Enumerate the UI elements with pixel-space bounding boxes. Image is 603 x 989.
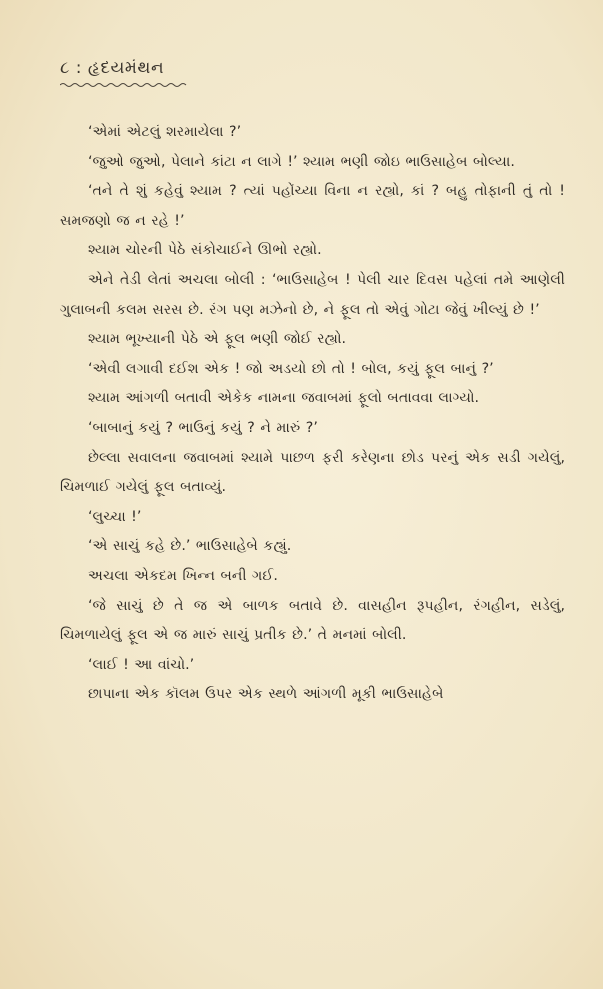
book-title: હૃદયમંથન — [87, 58, 165, 78]
paragraph-3: ‘તને તે શું કહેવું શ્યામ ? ત્યાં પહોંચ્યા વિના ન રહ્યો, કાં ? બહુ તોફાની તું તો ! સમજણો જ ન રહે !’ — [60, 183, 565, 229]
paragraph-5: એને તેડી લેતાં અચલા બોલી : ‘ભાઉસાહેબ ! પેલી ચાર દિવસ પહેલાં તમે આણેલી ગુલાબની કલમ સરસ છે. રંગ પણ મઝેનો છે, ને ફૂલ તો એવું ગોટા જેવું ખીલ્યું છે !’ — [60, 271, 565, 318]
paragraph-13: અચલા એકદમ ખિન્ન બની ગઈ. — [88, 567, 278, 584]
paragraph-1: ‘એમાં એટલું શરમાયેલા ?’ — [88, 124, 242, 140]
paragraph-10: છેલ્લા સવાલના જવાબમાં શ્યામે પાછળ ફરી કરેણના છોડ પરનું એક સડી ગયેલું, ચિમળાઈ ગયેલું ફૂલ બતાવ્યું. — [60, 449, 565, 496]
paragraph-14: ‘જે સાચું છે તે જ એ બાળક બતાવે છે. વાસહીન રૂપહીન, રંગહીન, સડેલું, ચિમળાયેલું ફૂલ એ જ મારું સાચું પ્રતીક છે.’ તે મનમાં બોલી. — [60, 597, 565, 644]
paragraph-6: શ્યામ ભૂખ્યાની પેઠે એ ફૂલ ભણી જોઈ રહ્યો. — [88, 331, 347, 348]
paragraph-4: શ્યામ ચોરની પેઠે સંકોચાઈને ઊભો રહ્યો. — [88, 242, 322, 259]
decorative-wavy-rule — [60, 82, 188, 88]
paragraph-16: છાપાના એક કૉલમ ઉપર એક સ્થળે આંગળી મૂકી ભાઉસાહેબે — [88, 686, 444, 703]
paragraph-2: ‘જુઓ જુઓ, પેલાને કાંટા ન લાગે !’ શ્યામ ભણી જોઇ ભાઉસાહેબ બોલ્યા. — [88, 153, 515, 170]
running-header — [60, 58, 164, 78]
page-number: ૮ — [60, 58, 70, 78]
paragraph-8: શ્યામ આંગળી બતાવી એકેક નામના જવાબમાં ફૂલો બતાવવા લાગ્યો. — [88, 390, 480, 407]
paragraph-12: ‘એ સાચું કહે છે.’ ભાઉસાહેબે કહ્યું. — [88, 538, 292, 555]
paragraph-9: ‘બાબાનું કયું ? ભાઉનું કયું ? ને મારું ?’ — [88, 419, 318, 436]
body-text — [60, 118, 565, 710]
paragraph-15: ‘લાઈ ! આ વાંચો.’ — [88, 656, 195, 673]
paragraph-7: ‘એવી લગાવી દઈશ એક ! જો અડયો છો તો ! બોલ, કયું ફૂલ બાનું ?’ — [88, 360, 494, 377]
header-separator: : — [75, 58, 82, 78]
paragraph-11: ‘લુચ્ચા !’ — [88, 508, 142, 525]
